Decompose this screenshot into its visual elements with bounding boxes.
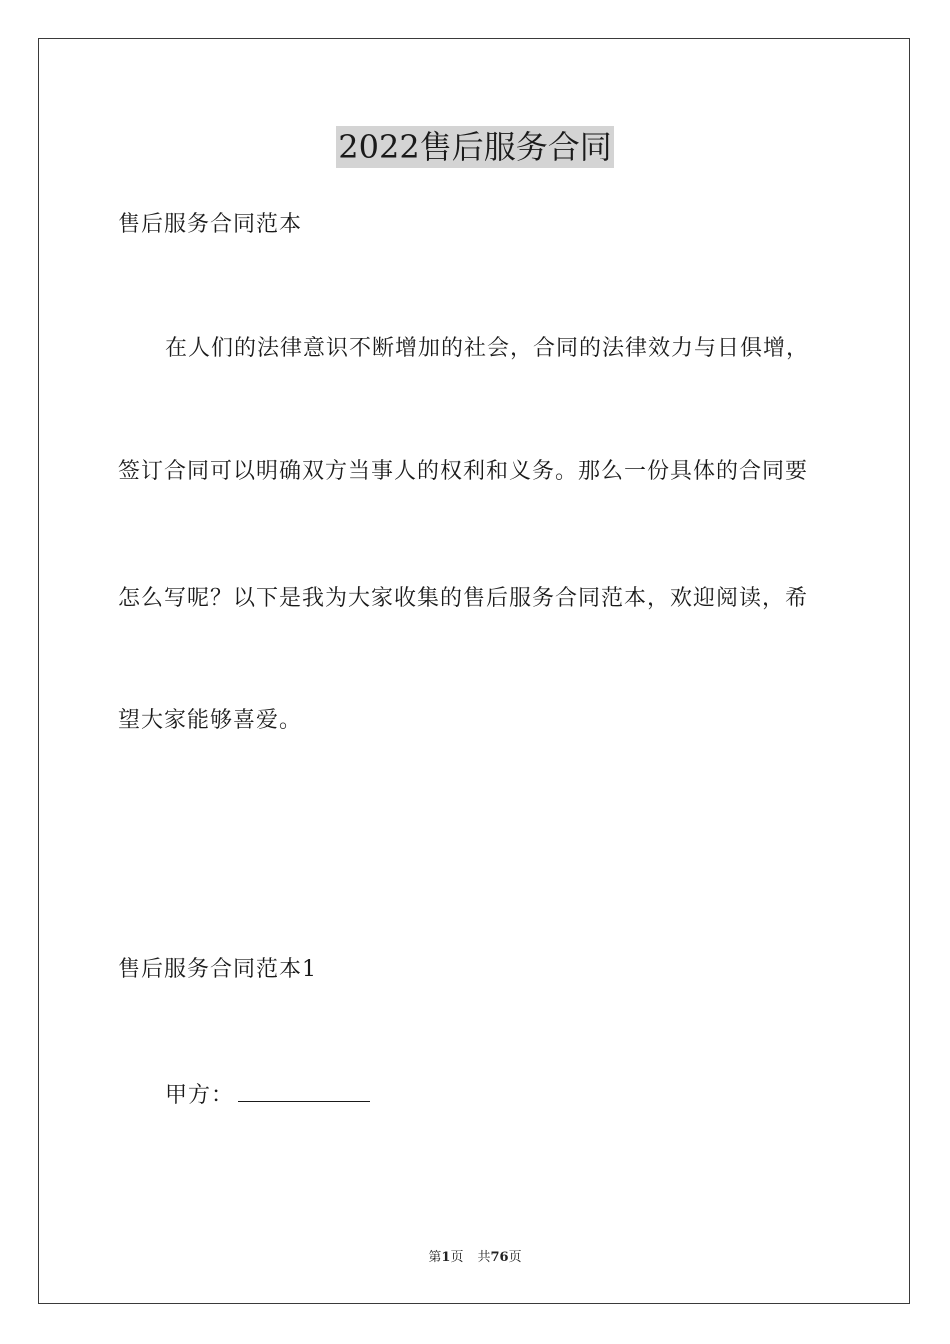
party-a-blank-field[interactable] bbox=[238, 1081, 370, 1102]
document-title-text: 2022售后服务合同 bbox=[338, 128, 612, 166]
party-a-label: 甲方： bbox=[165, 1083, 235, 1108]
paragraph-line-1: 在人们的法律意识不断增加的社会，合同的法律效力与日俱增， bbox=[165, 336, 810, 361]
footer-page-suffix: 页 bbox=[450, 1250, 464, 1265]
paragraph-line-4: 望大家能够喜爱。 bbox=[118, 708, 303, 733]
paragraph-line-3: 怎么写呢？以下是我为大家收集的售后服务合同范本，欢迎阅读，希 bbox=[118, 586, 809, 611]
page-footer bbox=[0, 1246, 950, 1265]
footer-total-pages: 76 bbox=[490, 1250, 509, 1265]
party-a-row bbox=[165, 1081, 370, 1111]
footer-page-prefix: 第 bbox=[428, 1250, 442, 1265]
document-title bbox=[0, 126, 950, 168]
subtitle: 售后服务合同范本 bbox=[118, 212, 303, 237]
footer-total-prefix: 共 bbox=[477, 1250, 491, 1265]
paragraph-line-2: 签订合同可以明确双方当事人的权利和义务。那么一份具体的合同要 bbox=[118, 459, 809, 484]
footer-page-number: 1 bbox=[441, 1250, 451, 1265]
footer-total-suffix: 页 bbox=[508, 1250, 522, 1265]
section-heading: 售后服务合同范本1 bbox=[118, 957, 317, 982]
